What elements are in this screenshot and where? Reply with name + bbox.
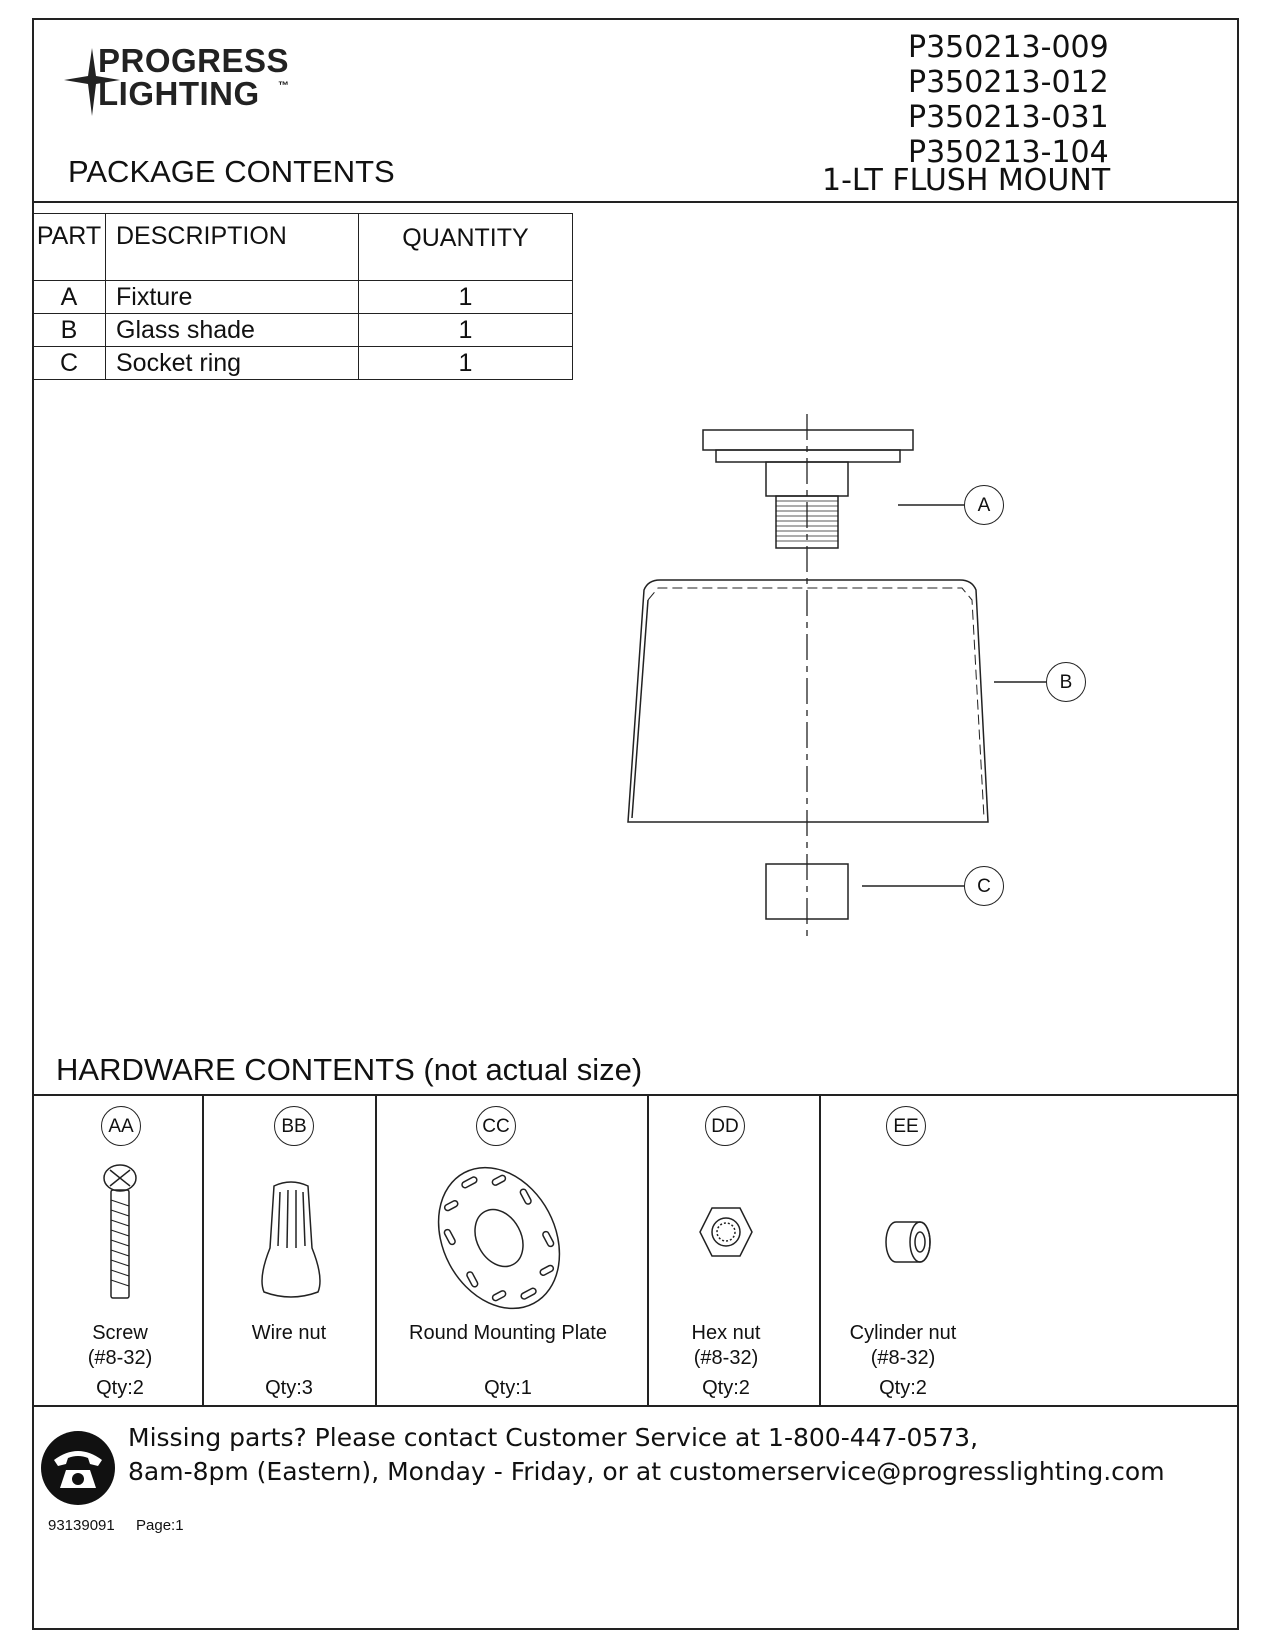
hardware-qty: Qty:2 xyxy=(96,1377,144,1399)
model-numbers xyxy=(908,30,1109,170)
hardware-name: Wire nut xyxy=(251,1322,327,1344)
document-number: 93139091 xyxy=(48,1517,115,1534)
header-quantity: QUANTITY xyxy=(359,214,573,281)
hardware-qty: Qty:2 xyxy=(879,1377,927,1399)
brand-line1: PROGRESS xyxy=(98,42,290,79)
callout-c: C xyxy=(964,866,1004,906)
hardware-code-dd: DD xyxy=(705,1106,745,1146)
hardware-spec xyxy=(392,1346,624,1371)
hardware-name: Hex nut xyxy=(691,1322,761,1344)
callout-a: A xyxy=(964,485,1004,525)
hardware-item-cc xyxy=(392,1321,624,1401)
model-number: P350213-009 xyxy=(908,30,1109,65)
hardware-divider xyxy=(375,1094,377,1405)
contact-info xyxy=(128,1421,1228,1489)
hex-nut-icon xyxy=(698,1202,754,1262)
hardware-spec: (#8-32) xyxy=(693,1347,759,1369)
model-number: P350213-104 xyxy=(908,135,1109,170)
hardware-name: Screw xyxy=(92,1322,148,1344)
hardware-spec: (#8-32) xyxy=(87,1347,153,1369)
hardware-divider xyxy=(647,1094,649,1405)
row-quantity: 1 xyxy=(359,281,573,314)
hardware-spec xyxy=(204,1346,374,1371)
hardware-item-aa xyxy=(40,1321,200,1401)
trademark-mark: ™ xyxy=(278,80,289,92)
hardware-name: Round Mounting Plate xyxy=(409,1322,607,1344)
hardware-code-aa: AA xyxy=(101,1106,141,1146)
hardware-code-ee: EE xyxy=(886,1106,926,1146)
hardware-qty: Qty:3 xyxy=(265,1377,313,1399)
row-quantity: 1 xyxy=(359,347,573,380)
hardware-contents-heading: HARDWARE CONTENTS (not actual size) xyxy=(56,1052,643,1087)
contact-line2: 8am-8pm (Eastern), Monday - Friday, or at customerservice@progresslighting.com xyxy=(128,1457,1165,1486)
table-row xyxy=(33,347,573,380)
hardware-item-ee xyxy=(826,1321,980,1401)
header-divider xyxy=(32,201,1239,203)
glass-shade-part-b xyxy=(628,580,988,822)
hardware-code-cc: CC xyxy=(476,1106,516,1146)
row-description: Fixture xyxy=(106,281,359,314)
row-part: B xyxy=(33,314,106,347)
brand-line2: LIGHTING xyxy=(98,75,260,112)
hardware-item-dd xyxy=(650,1321,802,1401)
header-description: DESCRIPTION xyxy=(106,214,359,281)
page-number: Page:1 xyxy=(136,1517,184,1534)
screw-icon xyxy=(92,1162,148,1304)
row-description: Socket ring xyxy=(106,347,359,380)
product-type: 1-LT FLUSH MOUNT xyxy=(822,163,1111,198)
package-contents-heading: PACKAGE CONTENTS xyxy=(68,154,395,189)
table-row xyxy=(33,314,573,347)
exploded-diagram xyxy=(600,400,1120,960)
hardware-code-bb: BB xyxy=(274,1106,314,1146)
table-row xyxy=(33,281,573,314)
row-part: A xyxy=(33,281,106,314)
wire-nut-icon xyxy=(252,1178,330,1300)
hardware-divider xyxy=(819,1094,821,1405)
brand-logo xyxy=(62,42,322,122)
parts-table xyxy=(32,213,573,380)
fixture-part-a xyxy=(703,430,913,548)
hardware-spec: (#8-32) xyxy=(870,1347,936,1369)
row-quantity: 1 xyxy=(359,314,573,347)
row-description: Glass shade xyxy=(106,314,359,347)
cylinder-nut-icon xyxy=(880,1218,936,1268)
telephone-icon xyxy=(40,1430,116,1506)
model-number: P350213-031 xyxy=(908,100,1109,135)
hardware-bottom-divider xyxy=(32,1405,1239,1407)
hardware-qty: Qty:2 xyxy=(702,1377,750,1399)
hardware-qty: Qty:1 xyxy=(484,1377,532,1399)
hardware-item-bb xyxy=(204,1321,374,1401)
mounting-plate-icon xyxy=(433,1158,565,1318)
header-part: PART xyxy=(33,214,106,281)
hardware-top-divider xyxy=(32,1094,1239,1096)
contact-line1: Missing parts? Please contact Customer Service at 1-800-447-0573, xyxy=(128,1423,979,1452)
parts-table-header xyxy=(33,214,573,281)
hardware-name: Cylinder nut xyxy=(849,1322,957,1344)
model-number: P350213-012 xyxy=(908,65,1109,100)
callout-b: B xyxy=(1046,662,1086,702)
row-part: C xyxy=(33,347,106,380)
